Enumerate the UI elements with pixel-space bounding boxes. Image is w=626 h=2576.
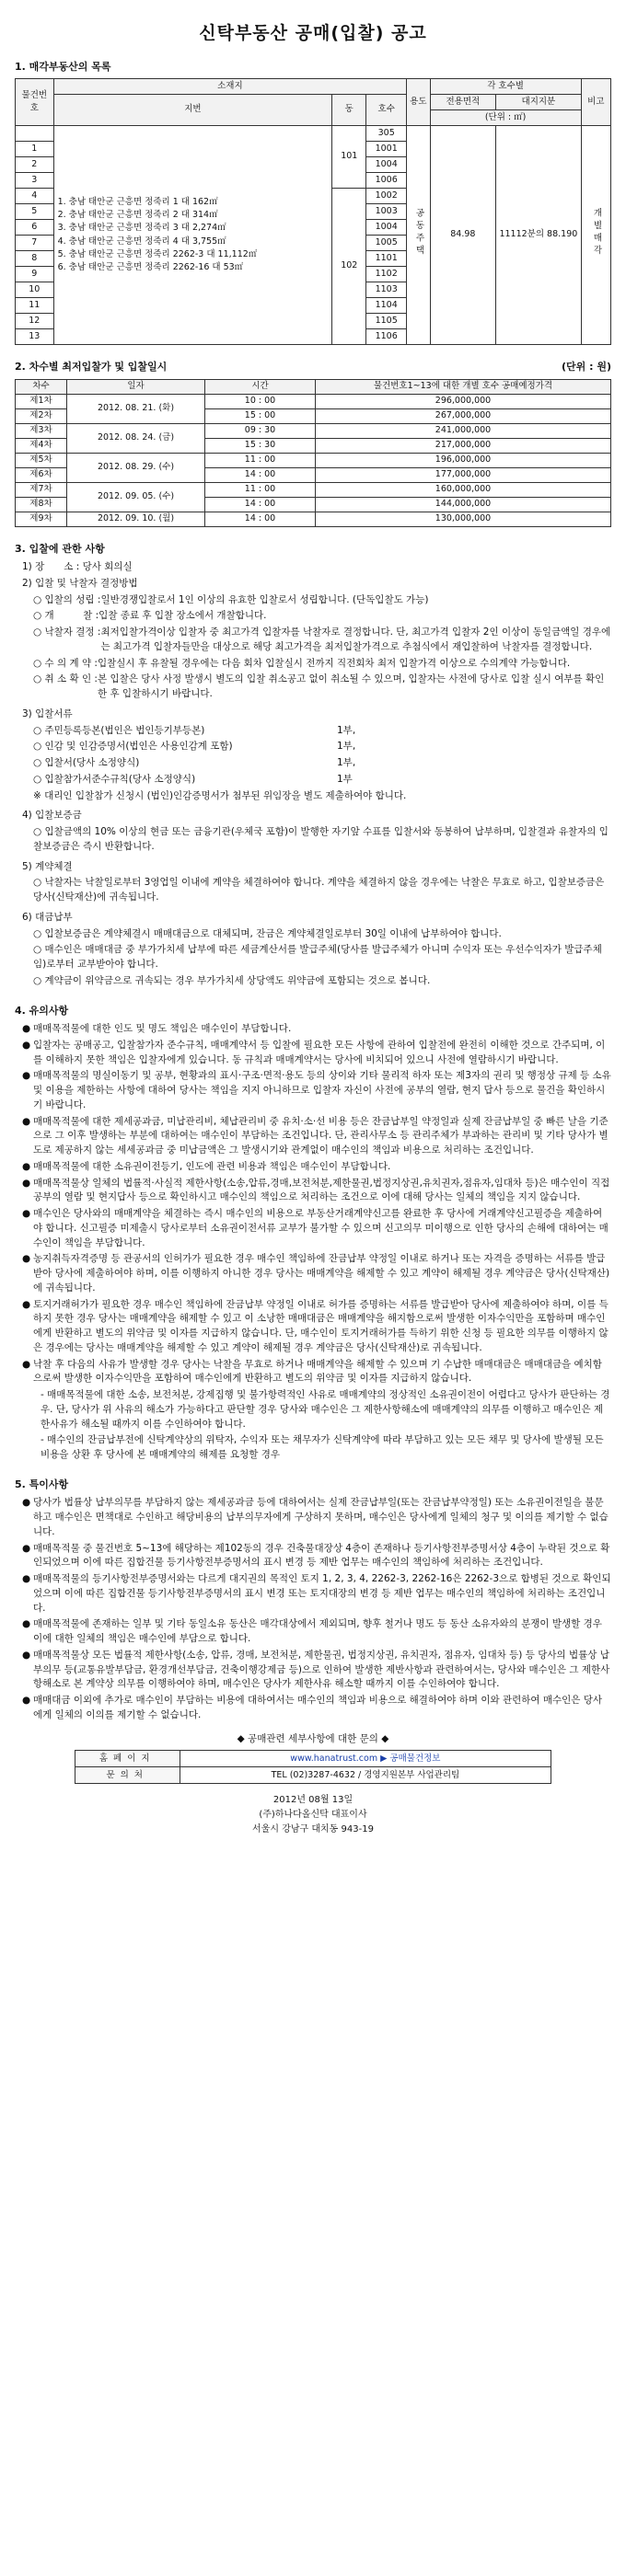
bullet-icon: ● [22,1160,31,1172]
section-5-heading [15,1478,611,1493]
method-value: 일반경쟁입찰로서 1인 이상의 유효한 입찰로서 성립합니다. (단독입찰도 가능) [100,593,429,605]
method-key: ○ 수 의 계 약 : [33,657,98,669]
time-cell: 15 : 00 [205,408,316,423]
caution-text: 입찰자는 공매공고, 입찰참가자 준수규칙, 매매계약서 등 입찰에 필요한 모든 사항에 관하여 입찰전에 완전히 이해한 것으로 간주되며, 이를 이해하지 못한 책임은 입찰자에게 있습니다. 동 규칙과 매매계약서는 당사에 비치되어 있으니 사전에 열람하시기 바랍니다. [33,1039,606,1065]
caution-item [22,1069,611,1112]
doc-item [15,724,611,739]
time-cell: 14 : 00 [205,467,316,482]
section-2-heading [15,360,611,375]
round-cell: 제5차 [16,453,67,467]
special-item [22,1617,611,1647]
header-price: 물건번호1~13에 대한 개별 호수 공매예정가격 [316,379,611,394]
doc-name: ○ 입찰참가서준수규칙(당사 소정양식) [33,773,196,785]
time-cell: 09 : 30 [205,423,316,438]
issue-date: 2012년 08월 13일 [272,1795,354,1806]
time-cell: 11 : 00 [205,453,316,467]
caution-item [22,1358,611,1387]
ho-cell: 1005 [366,236,407,251]
special-item [22,1572,611,1616]
caution-text: 매매목적물에 대한 제세공과금, 미납관리비, 체납관리비 중 유치·소·선 비용 등은 잔금납부일 약정일과 실제 잔금납부일 중 빠른 날을 기준으로 그 이후 발생하는 부분에 대하여는 매수인이 부담하는 조건입니다. 단, 관리사무소 등 관리주체가 부과하는 관리비 및 기타 당사가 별도로 제공하지 않는 세세공과금 중 미납금액은 그 발생시기와 관계없이 매수인의 책임과 비용으로 처리하는 조건입니다. [33,1115,609,1156]
header-time: 시간 [205,379,316,394]
row-no: 11 [16,298,54,314]
row-no: 7 [16,236,54,251]
contract-heading: 5) 계약체결 [22,860,73,872]
header-ho: 호수 [366,95,407,126]
round-cell: 제1차 [16,394,67,408]
round-cell: 제4차 [16,438,67,453]
doc-count: 1부, [337,741,356,753]
doc-item [15,756,611,771]
round-cell: 제6차 [16,467,67,482]
ho-cell: 1101 [366,251,407,267]
inquiry-value: TEL (02)3287-4632 / 경영지원본부 사업관리팀 [180,1767,551,1784]
header-exclusive-area: 전용면적 [430,95,496,110]
ho-cell: 1105 [366,314,407,329]
section-5-title: 5. 특이사항 [15,1478,69,1490]
header-unit: (단위 : ㎡) [430,110,581,126]
section-1-title: 1. 매각부동산의 목록 [15,60,111,73]
round-cell: 제8차 [16,497,67,512]
ho-cell: 1003 [366,204,407,220]
header-date: 일자 [67,379,205,394]
bullet-icon: ● [22,1039,31,1051]
payment-text: ○ 입찰보증금은 계약체결시 매매대금으로 대체되며, 잔금은 계약체결일로부터 30일 이내에 납부하여야 합니다. [33,927,502,939]
row-no: 8 [16,251,54,267]
homepage-link[interactable]: www.hanatrust.com ▶ 공매물건정보 [180,1751,551,1767]
property-list-table [15,78,611,345]
price-cell: 241,000,000 [316,423,611,438]
header-round: 차수 [16,379,67,394]
homepage-label: 홈페이지 [75,1751,180,1767]
special-item [22,1694,611,1723]
contact-title: ◆ 공매관련 세부사항에 대한 문의 ◆ [237,1732,389,1744]
caution-item [22,1298,611,1356]
price-cell: 144,000,000 [316,497,611,512]
ho-cell: 1102 [366,267,407,282]
row-no [16,126,54,142]
caution-item [22,1039,611,1068]
method-item [15,609,611,624]
ho-cell: 1104 [366,298,407,314]
price-cell: 296,000,000 [316,394,611,408]
date-cell: 2012. 09. 10. (월) [67,512,205,526]
date-cell: 2012. 08. 29. (수) [67,453,205,482]
payment-text: ○ 매수인은 매매대금 중 부가가치세 납부에 따른 세금계산서를 발급주체(당사를 발급주체가 아니며 수익자 또는 우선수익자가 발급주체임)로부터 교부받아야 합니다. [33,944,602,970]
header-location: 소재지 [53,79,407,95]
caution-text: 매매목적물에 대한 소유권이전등기, 인도에 관련 비용과 책임은 매수인이 부담합니다. [33,1160,391,1172]
ho-cell: 305 [366,126,407,142]
bullet-icon: ● [22,1177,31,1189]
round-cell: 제7차 [16,482,67,497]
lot-4: 4. 충남 태안군 근흥면 정죽리 4 대 3,755㎡ [57,236,226,247]
caution-item [22,1115,611,1158]
date-cell: 2012. 09. 05. (수) [67,482,205,512]
inquiry-label: 문의처 [75,1767,180,1784]
bullet-icon: ● [22,1115,31,1127]
header-area: 각 호수별 [430,79,581,95]
special-item [22,1649,611,1692]
special-text: 당사가 법률상 납부의무를 부담하지 않는 제세공과금 등에 대하여서는 실제 잔금납부일(또는 잔금납부약정일) 또는 소유권이전일을 불문하고 매수인은 면책대로 수인하고 해당비용의 납부의무자에게 구상하지 못하며, 매수인은 당사에게 일체의 청구 및 이의를 제기할 수 없습니다. [33,1497,609,1537]
bullet-icon: ● [22,1542,31,1554]
header-lot: 지번 [53,95,332,126]
section-3-heading [15,542,611,558]
row-no: 10 [16,282,54,298]
price-cell: 130,000,000 [316,512,611,526]
doc-item [15,740,611,754]
doc-count: 1부 [337,773,353,785]
caution-text: 토지거래허가가 필요한 경우 매수인 책임하에 잔금납부 약정일 이내로 허가를 증명하는 서류를 발급받아 당사에 제출하여야 하며, 이를 득하지 못한 경우 당사는 매매계약을 해제할 수 있고 이 소낭한 매매대금은 매매계약을 해지함으로써 발생한 이자수익만을 포함하며 매수인에게 반환하고 별도의 위약금 및 이자를 지급하지 않습니다. 단, 매수인이 토지거래허가를 득하기 위한 신청 등 필요한 의무를 이행하지 않은 경우에는 당사는 매매계약을 해제할 수 있고 계약이 해제될 경우 계약금은 당사(신탁재산)로 귀속됩니다. [33,1298,609,1353]
caution-text: 매매목적물상 일체의 법률적·사실적 제한사항(소송,압류,경매,보전처분,제한물권,법정지상권,유치권자,점유자,임대차 등)은 매수인이 직접 공부의 열람 및 현지답사 등으로 확인하시고 매수인의 책임으로 처리하는 조건으로 이에 대해 당사는 일체의 책임을 지지 않습니다. [33,1177,610,1203]
price-cell: 217,000,000 [316,438,611,453]
bullet-icon: ● [22,1618,31,1630]
price-cell: 196,000,000 [316,453,611,467]
method-item [15,626,611,655]
lot-6: 6. 충남 태안군 근흥면 정죽리 2262-16 대 53㎡ [57,262,244,272]
method-key: ○ 개 찰 : [33,610,99,622]
method-heading: 2) 입찰 및 낙찰자 결정방법 [22,577,138,589]
round-cell: 제3차 [16,423,67,438]
row-no: 1 [16,142,54,157]
caution-item [22,1022,611,1037]
special-list [15,1496,611,1722]
bullet-icon: ● [22,1023,31,1034]
round-cell: 제9차 [16,512,67,526]
row-no: 4 [16,189,54,204]
doc-item [15,773,611,788]
method-item [15,673,611,702]
schedule-table [15,379,611,527]
caution-subitem: - 매매목적물에 대한 소송, 보전처분, 강제집행 및 불가항력적인 사유로 매매계약의 정상적인 소유권이전이 어렵다고 당사가 판단하는 경우. 단, 당사가 위 사유의 해소가 가능하다고 판단할 경우 당사와 매수인은 그 제한사항해소에 매매계약의 의무를 이행하고 매수인은 제한사유가 해소될 때까지 이를 수인하여야 합니다. [41,1389,610,1430]
method-item [15,593,611,608]
deposit-heading: 4) 입찰보증금 [22,810,82,822]
bullet-icon: ● [22,1208,31,1219]
date-cell: 2012. 08. 21. (화) [67,394,205,423]
lot-1: 1. 충남 태안군 근흥면 정죽리 1 대 162㎡ [57,196,218,207]
time-cell: 10 : 00 [205,394,316,408]
doc-count: 1부, [337,757,356,768]
caution-list [15,1022,611,1463]
header-use: 용도 [407,79,430,126]
method-value: 최저입찰가격이상 입찰자 중 최고가격 입찰자를 낙찰자로 결정합니다. 단, 최고가격 입찰자 2인 이상이 동일금액일 경우에는 최고가격 입찰자들만을 대상으로 해당 최고가격을 최저입찰가격으로 추첨식에서 재입찰하여 낙찰자를 결정합니다. [100,627,611,652]
doc-count: 1부, [337,724,356,736]
price-cell: 160,000,000 [316,482,611,497]
caution-item [22,1252,611,1295]
contract-text: ○ 낙찰자는 낙찰일로부터 3영업일 이내에 계약을 체결하여야 합니다. 계약을 체결하지 않을 경우에는 낙찰은 무효로 하고, 입찰보증금은 당사(신탁재산)에 귀속됩니다. [33,877,605,903]
ho-cell: 1004 [366,220,407,236]
header-no: 물건번호 [16,79,54,126]
special-text: 매매대금 이외에 추가로 매수인이 부담하는 비용에 대하여서는 매수인의 책임과 비용으로 해결하여야 하며 이와 관련하여 매수인은 당사에게 일체의 이의를 제기할 수 없습니다. [33,1695,603,1720]
special-text: 매매목적물 중 물건번호 5~13에 해당하는 제102동의 경우 건축물대장상 4층이 존재하나 등기사항전부증명서상 4층이 누락된 것으로 확인되었으며 이에 따른 집합건물 등기사항전부증명서의 표시 변경 등 제반 업무는 매수인의 책임하에 처리하는 조건입니다. [33,1542,610,1569]
ho-cell: 1103 [366,282,407,298]
doc-name: ○ 인감 및 인감증명서(법인은 사용인감계 포함) [33,741,233,753]
time-cell: 14 : 00 [205,497,316,512]
special-text: 매매목적물에 존재하는 일부 및 기타 동일소유 동산은 매각대상에서 제외되며, 향후 철거나 명도 등 동산 소유자와의 분쟁이 발생할 경우 이에 대한 일체의 책임은 매수인에 부담으로 합니다. [33,1618,602,1644]
method-key: ○ 취 소 확 인 : [33,673,98,685]
place-line: 1) 장 소 : 당사 회의실 [22,561,133,572]
bullet-icon: ● [22,1298,31,1310]
use-text: 공동주택 [413,208,424,259]
header-land-share: 대지지분 [496,95,581,110]
doc-name: ○ 주민등록등본(법인은 법인등기부등본) [33,724,205,736]
method-key: ○ 입찰의 성립 : [33,593,101,605]
docs-heading: 3) 입찰서류 [22,707,73,719]
special-item [22,1496,611,1539]
note-text: 개별매각 [591,207,602,258]
land-share-cell: 11112분의 88.190 [496,126,581,345]
section-4-title: 4. 유의사항 [15,1004,69,1017]
lot-2: 2. 충남 태안군 근흥면 정죽리 2 대 314㎡ [57,210,218,220]
caution-text: 매매목적물에 대한 인도 및 명도 책임은 매수인이 부담합니다. [33,1023,292,1034]
ho-cell: 1001 [366,142,407,157]
company-name: (주)하나다올신탁 대표이사 [259,1810,367,1821]
method-key: ○ 낙찰자 결정 : [33,627,101,638]
bullet-icon: ● [22,1695,31,1706]
section-3-title: 3. 입찰에 관한 사항 [15,542,105,555]
row-no: 2 [16,157,54,173]
round-cell: 제2차 [16,408,67,423]
section-4-heading [15,1004,611,1019]
caution-text: 매수인은 당사와의 매매계약을 체결하는 즉시 매수인의 비용으로 부동산거래계약신고를 완료한 후 당사에 거래계약신고필증을 제출하여야 합니다. 신고필증 미제출시 당사로부터 소유권이전서류 교부가 불가할 수 있으며 신고의무 미이행으로 인한 당사의 손해에 대하여는 매수인이 책임을 부담합니다. [33,1208,609,1248]
bullet-icon: ● [22,1649,31,1661]
row-no: 12 [16,314,54,329]
company-address: 서울시 강남구 대치동 943-19 [252,1824,374,1835]
row-no: 6 [16,220,54,236]
bullet-icon: ● [22,1573,31,1584]
bullet-icon: ● [22,1497,31,1509]
ho-cell: 1002 [366,189,407,204]
method-value: 입찰실시 후 유찰될 경우에는 다음 회차 입찰실시 전까지 직전회차 최저 입찰가격 이상으로 수의계약 가능합니다. [97,657,571,669]
ho-cell: 1006 [366,173,407,189]
header-note: 비고 [581,79,610,126]
section-1-heading [15,60,611,75]
deposit-text: ○ 입찰금액의 10% 이상의 현금 또는 금융기관(우체국 포함)이 발행한 자기앞 수표를 입찰서와 동봉하여 납부하며, 입찰결과 유찰자의 입찰보증금은 즉시 반환합니다. [33,826,609,852]
lot-3: 3. 충남 태안군 근흥면 정죽리 3 대 2,274㎡ [57,223,226,234]
date-cell: 2012. 08. 24. (금) [67,423,205,453]
bullet-icon: ● [22,1070,31,1082]
caution-item [22,1177,611,1206]
time-cell: 15 : 30 [205,438,316,453]
caution-subitem: - 매수인의 잔금납부전에 신탁계약상의 위탁자, 수익자 또는 채무자가 신탁계약에 따라 부담하고 있는 모든 채무 및 당사에 발생될 모든 비용을 상환 후 당사에 본 매매계약의 해제를 요청할 경우 [41,1434,604,1460]
ho-cell: 1004 [366,157,407,173]
method-item [15,657,611,672]
lot-list [53,126,332,345]
exclusive-area-cell: 84.98 [430,126,496,345]
row-no: 3 [16,173,54,189]
dong-101: 101 [332,126,366,189]
payment-heading: 6) 대금납부 [22,911,73,923]
caution-text: 낙찰 후 다음의 사유가 발생할 경우 당사는 낙찰을 무효로 하거나 매매계약을 해제할 수 있으며 기 수납한 매매대금은 매매대금을 예치함으로써 발생한 이자수익만을 포함하여 매수인에게 반환하고 별도의 위약금 및 이자를 지급하지 않습니다. [33,1358,602,1385]
row-no: 5 [16,204,54,220]
special-text: 매매목적물상 모든 법률적 제한사항(소송, 압류, 경매, 보전처분, 제한물권, 법정지상권, 유치권자, 점유자, 임대차 등) 등 당사의 법률상 납부의무 등(교통유발부담금, 환경개선부담금, 건축이행강제금 등)으로 인하여 발생한 제반사항과 관련하여서는, 당사와 매수인은 그 제한사항해소로 본 계약상 의무를 이행하여야 하며, 매수인은 당사가 제한사유 해소할 때까지 이를 수인하여야 합니다. [33,1649,610,1690]
note-cell [581,126,610,345]
dong-102: 102 [332,189,366,345]
docs-note: ※ 대리인 입찰참가 신청시 (법인)인감증명서가 첨부된 위임장을 별도 제출하여야 합니다. [33,789,407,801]
contact-table [75,1750,551,1784]
row-no: 13 [16,329,54,345]
footer [15,1793,611,1837]
lot-5: 5. 충남 태안군 근흥면 정죽리 2262-3 대 11,112㎡ [57,248,258,259]
bullet-icon: ● [22,1358,31,1370]
payment-text: ○ 계약금이 위약금으로 귀속되는 경우 부가가치세 상당액도 위약금에 포함되는 것으로 봅니다. [33,974,431,986]
ho-cell: 1106 [366,329,407,345]
section-2-title: 2. 차수별 최저입찰가 및 입찰일시 [15,361,168,373]
page-title: 신탁부동산 공매(입찰) 공고 [199,23,427,43]
doc-name: ○ 입찰서(당사 소정양식) [33,757,140,768]
special-item [22,1542,611,1571]
caution-text: 농지취득자격증명 등 관공서의 인허가가 필요한 경우 매수인 책임하에 잔금납부 약정일 이내로 하거나 또는 자격을 증명하는 서류를 발급받아 당사에 제출하여야 하며, 이를 이행하지 아니한 경우 당사는 매매계약을 해제할 수 있고 계약이 해제될 경우 계약금은 당사(신탁재산)에 귀속됩니다. [33,1253,610,1294]
special-text: 매매목적물의 등기사항전부증명서와는 다르게 대지권의 목적인 토지 1, 2, 3, 4, 2262-3, 2262-16은 2262-3으로 합병된 것으로 확인되었으며 이에 따른 집합건물 등기사항전부증명서의 표시 변경 또는 토지대장의 변경 등 제반 업무는 매수인의 책임하에 처리하는 조건입니다. [33,1573,611,1614]
method-value: 본 입찰은 당사 사정 발생시 별도의 입찰 취소공고 없이 취소될 수 있으며, 입찰자는 사전에 당사로 입찰 실시 여부를 확인한 후 입찰하시기 바랍니다. [97,673,605,699]
time-cell: 14 : 00 [205,512,316,526]
caution-item [22,1207,611,1250]
bullet-icon: ● [22,1253,31,1265]
price-cell: 177,000,000 [316,467,611,482]
header-dong: 동 [332,95,366,126]
method-value: 입찰 종료 후 입찰 장소에서 개찰합니다. [99,610,267,622]
row-no: 9 [16,267,54,282]
caution-item [22,1160,611,1175]
time-cell: 11 : 00 [205,482,316,497]
use-cell [407,126,430,345]
price-cell: 267,000,000 [316,408,611,423]
caution-text: 매매목적물의 명실이동기 및 공부, 현황과의 표시·구조·면적·용도 등의 상이와 기타 물리적 하자 또는 제3자의 권리 및 행정상 규제 등 소유 및 이용을 제한하는 사항에 대하여 당사는 책임을 지지 아니하므로 입찰자 자신이 사전에 공부의 열람, 현지 답사 등으로 물건을 확인하시기 바랍니다. [33,1070,611,1110]
section-2-unit: (단위 : 원) [562,361,611,373]
